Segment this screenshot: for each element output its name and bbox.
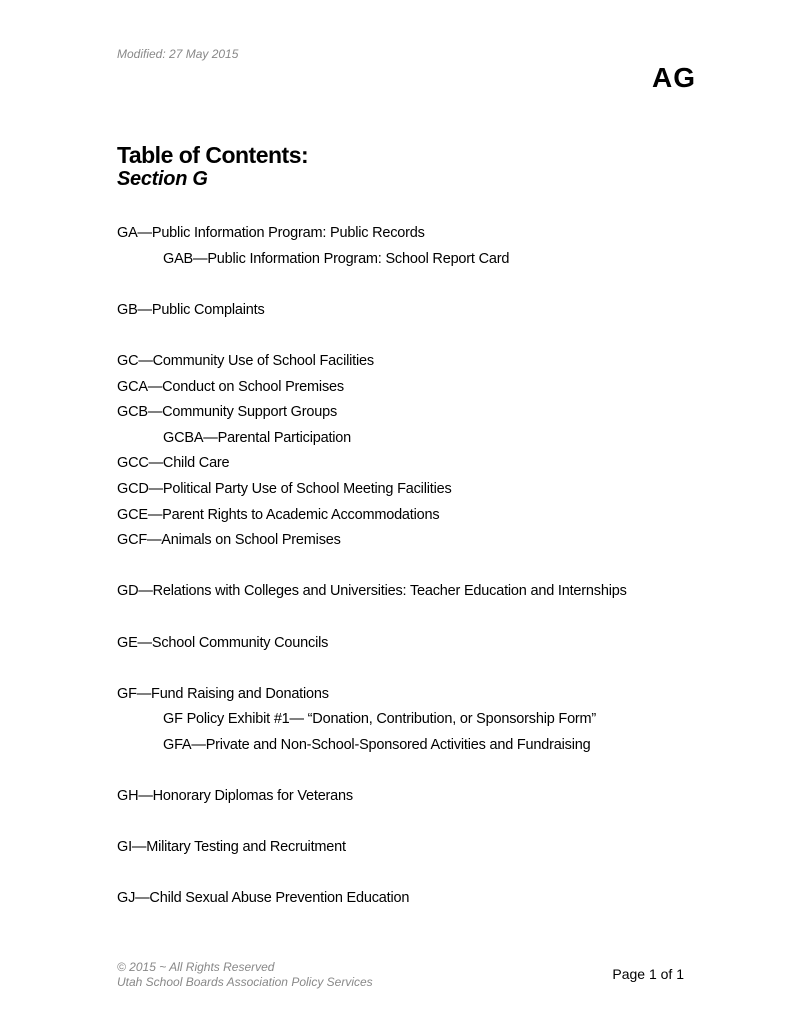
toc-entry: GD—Relations with Colleges and Universities: Teacher Education and Internships bbox=[117, 583, 627, 600]
toc-entry: GJ—Child Sexual Abuse Prevention Education bbox=[117, 890, 410, 907]
page-number: Page 1 of 1 bbox=[612, 966, 684, 982]
toc-entry: GB—Public Complaints bbox=[117, 301, 265, 318]
policy-section-code: AG bbox=[652, 62, 696, 93]
toc-entry: GE—School Community Councils bbox=[117, 634, 329, 651]
table-of-contents bbox=[117, 221, 717, 912]
toc-subentry: GF Policy Exhibit #1— “Donation, Contribution, or Sponsorship Form” bbox=[163, 711, 597, 728]
section-subtitle: Section G bbox=[117, 168, 208, 190]
toc-subentry: GCBA—Parental Participation bbox=[163, 429, 352, 446]
toc-entry: GCD—Political Party Use of School Meeting Facilities bbox=[117, 480, 452, 497]
toc-subentry: GAB—Public Information Program: School Report Card bbox=[163, 250, 510, 267]
toc-entry: GA—Public Information Program: Public Records bbox=[117, 225, 425, 241]
toc-entry: GC—Community Use of School Facilities bbox=[117, 352, 374, 369]
page-title: Table of Contents: bbox=[117, 142, 309, 168]
toc-entry: GCA—Conduct on School Premises bbox=[117, 378, 344, 395]
toc-subentry: GFA—Private and Non-School-Sponsored Activities and Fundraising bbox=[163, 736, 591, 753]
toc-entry: GCE—Parent Rights to Academic Accommodations bbox=[117, 506, 440, 523]
footer-credits bbox=[117, 960, 373, 990]
toc-entry: GH—Honorary Diplomas for Veterans bbox=[117, 788, 353, 805]
toc-entry: GCB—Community Support Groups bbox=[117, 404, 338, 421]
toc-entry: GI—Military Testing and Recruitment bbox=[117, 839, 346, 856]
copyright-notice: © 2015 ~ All Rights Reserved bbox=[117, 960, 275, 974]
toc-entry: GF—Fund Raising and Donations bbox=[117, 685, 329, 702]
toc-entry: GCC—Child Care bbox=[117, 455, 230, 472]
modified-date: Modified: 27 May 2015 bbox=[117, 47, 239, 61]
toc-entry: GCF—Animals on School Premises bbox=[117, 532, 341, 549]
organization-name: Utah School Boards Association Policy Services bbox=[117, 975, 373, 989]
